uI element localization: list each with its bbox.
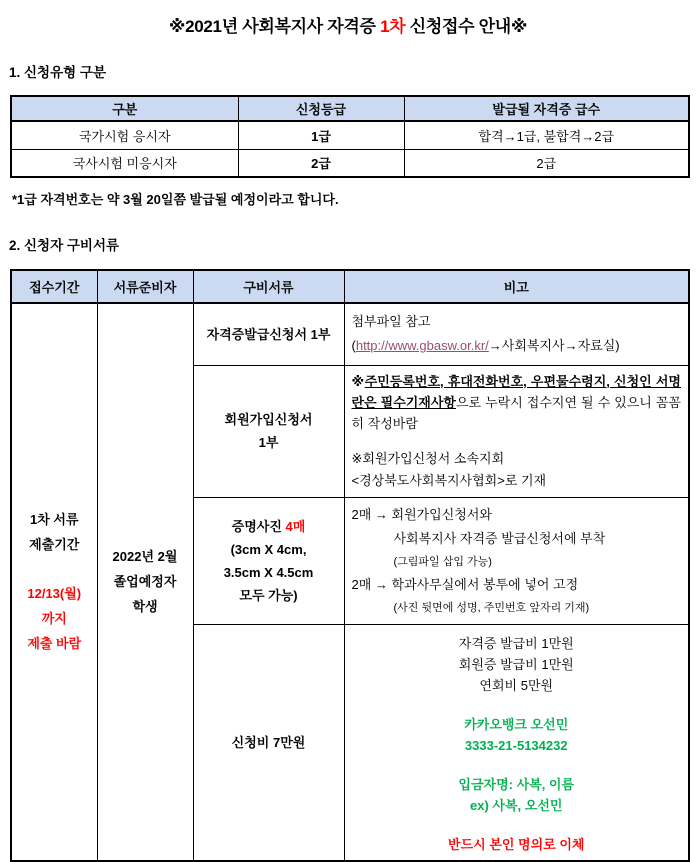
paren-text: ( <box>351 338 356 354</box>
column-header-preparer: 서류준비자 <box>97 270 193 303</box>
column-header-category: 구분 <box>11 96 238 121</box>
remark-line: 첨부파일 참고 <box>351 314 431 330</box>
required-fields-emphasis: 주민등록번호, 휴대전화번호, 우편물수령지, 신청인 서명란은 필수기재사항 <box>351 373 681 410</box>
table1-footnote: *1급 자격번호는 약 3월 20일쯤 발급될 예정이라고 합니다. <box>12 192 339 207</box>
fee-line: 연회비 5만원 <box>479 677 554 693</box>
required-fields-rest: 으로 누락시 접수지연 될 수 있으니 꼼꼼히 작성바람 <box>351 394 681 431</box>
remark-cell <box>344 365 689 497</box>
column-header-period: 접수기간 <box>11 270 97 303</box>
transfer-warning: 반드시 본인 명의로 이체 <box>448 836 585 852</box>
column-header-grade: 신청등급 <box>238 96 404 121</box>
required-fields-note <box>352 371 682 434</box>
column-header-documents: 구비서류 <box>193 270 344 303</box>
page-title <box>8 12 688 37</box>
required-documents-table <box>10 269 690 862</box>
section-2-heading: 2. 신청자 구비서류 <box>9 238 120 253</box>
link-path-text: →사회복지사→자료실) <box>488 338 620 354</box>
photo-label: 증명사진 <box>231 518 286 534</box>
period-line: 제출기간 <box>29 537 80 553</box>
remark-cell <box>344 497 689 624</box>
deadline-line: 까지 <box>41 611 67 627</box>
marker-symbol: ※ <box>351 373 365 389</box>
table-row <box>11 121 689 149</box>
remark-cell <box>344 303 689 365</box>
depositor-name-line: 입금자명: 사복, 이름 <box>458 776 575 792</box>
column-header-result: 발급될 자격증 급수 <box>404 96 689 121</box>
document-cell: 자격증발급신청서 1부 <box>193 303 344 365</box>
table-header-row <box>11 96 689 121</box>
remark-line <box>352 334 682 358</box>
remark-cell <box>344 624 689 861</box>
document-cell <box>193 497 344 624</box>
photo-usage-line: 2매 → 학과사무실에서 봉투에 넣어 고정 <box>351 576 579 592</box>
deadline-line: 12/13(월) <box>27 586 82 602</box>
result-cell: 합격→1급, 불합격→2급 <box>404 121 689 149</box>
title-text: ※2021년 사회복지사 자격증 <box>168 17 381 36</box>
branch-note-line: ※회원가입신청서 소속지회 <box>351 450 505 466</box>
branch-note-line: <경상북도사회복지사협회>로 기재 <box>351 472 547 488</box>
website-link[interactable]: http://www.gbasw.or.kr/ <box>355 338 489 354</box>
spacer <box>352 434 682 448</box>
section-1-heading: 1. 신청유형 구분 <box>9 65 107 80</box>
bank-account-number: 3333-21-5134232 <box>464 737 568 753</box>
fee-line: 자격증 발급비 1만원 <box>458 635 574 651</box>
grade-cell: 1급 <box>238 121 404 149</box>
photo-usage-detail: (사진 뒷면에 성명, 주민번호 앞자리 기재) <box>393 601 590 614</box>
preparer-cell <box>97 303 193 861</box>
title-highlight: 1차 <box>380 17 406 36</box>
bank-account-name: 카카오뱅크 오선민 <box>464 716 569 732</box>
preparer-line: 졸업예정자 <box>113 574 177 590</box>
document-cell: 신청비 7만원 <box>193 624 344 861</box>
fee-line: 회원증 발급비 1만원 <box>458 656 574 672</box>
submission-period-cell <box>11 303 97 861</box>
title-text: 신청접수 안내※ <box>405 17 528 36</box>
document-line <box>196 515 342 538</box>
table-row <box>11 149 689 177</box>
category-cell: 국사시험 미응시자 <box>11 149 238 177</box>
depositor-example-line: ex) 사복, 오선민 <box>470 797 563 813</box>
document-line: 3.5cm X 4.5cm <box>223 564 314 580</box>
grade-cell: 2급 <box>238 149 404 177</box>
result-cell: 2급 <box>404 149 689 177</box>
document-line: 회원가입신청서 <box>224 412 313 427</box>
period-line: 1차 서류 <box>29 512 79 528</box>
photo-usage-detail: (그림파일 삽입 가능) <box>393 555 492 568</box>
deadline-line: 제출 바람 <box>27 636 82 652</box>
table-row-certificate-form <box>11 303 689 365</box>
column-header-remarks: 비고 <box>344 270 689 303</box>
table-header-row <box>11 270 689 303</box>
document-line: (3cm X 4cm, <box>230 541 307 557</box>
preparer-line: 2022년 2월 <box>112 549 178 565</box>
document-cell <box>193 365 344 497</box>
category-cell: 국가시험 응시자 <box>11 121 238 149</box>
application-type-table <box>10 95 690 178</box>
document-line: 모두 가능) <box>239 587 298 603</box>
preparer-line: 학생 <box>132 599 158 615</box>
photo-usage-line: 사회복지사 자격증 발급신청서에 부착 <box>393 530 606 546</box>
photo-count: 4매 <box>285 518 306 534</box>
photo-usage-line: 2매 → 회원가입신청서와 <box>351 506 492 522</box>
document-line: 1부 <box>258 435 279 450</box>
